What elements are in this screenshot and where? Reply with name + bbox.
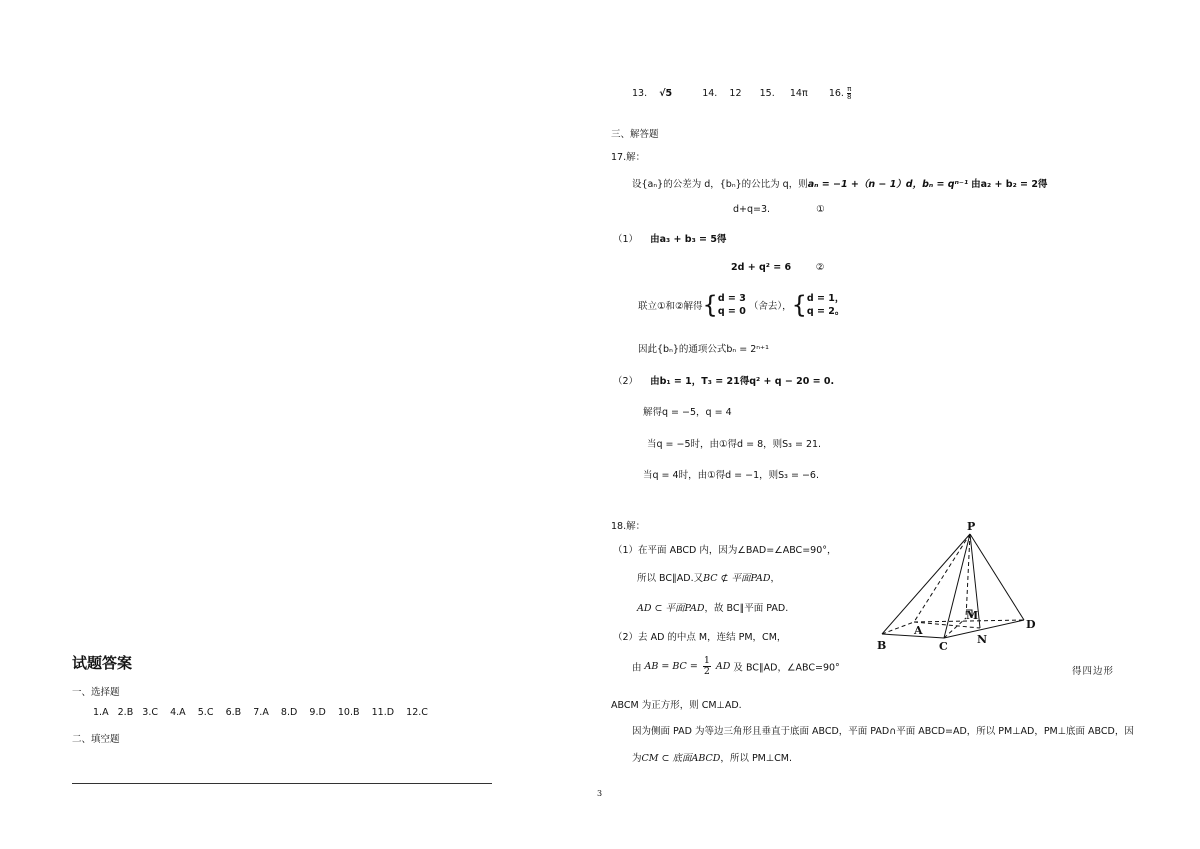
text: 联立①和②解得 (638, 301, 703, 312)
q17-line9: 当q = 4时，由①得d = −1，则S₃ = −6. (643, 470, 819, 481)
text: ，故 BC∥平面 PAD. (704, 603, 789, 614)
equation: 2d + q² = 6 (731, 262, 792, 273)
q17-system-line: 联立①和②解得{d = 3 q = 0 （舍去），{d = 1， q = 2。 (638, 291, 845, 319)
choice-answer: 11.D (371, 707, 395, 718)
choice-answer: 9.D (309, 707, 326, 718)
choice-answers (93, 707, 428, 718)
equation-tag: ② (815, 262, 825, 273)
formula: aₙ = −1 +（n − 1）d，bₙ = qⁿ⁻¹ (807, 179, 969, 190)
q17-part2-line (613, 373, 834, 387)
text: 及 BC∥AD，∠ABC=90° (733, 662, 840, 674)
part-label: （1） (613, 234, 639, 245)
fill-number: 16. (828, 88, 844, 99)
part-label: （2） (613, 376, 639, 387)
edge-PB (882, 534, 970, 634)
q17-line8: 当q = −5时，由①得d = 8，则S₃ = 21. (647, 439, 822, 450)
pyramid-diagram (872, 518, 1042, 658)
system-eq: q = 2。 (806, 306, 845, 317)
fill-number: 15. (759, 88, 775, 99)
choice-answer: 12.C (406, 707, 428, 718)
system-eq: d = 3 (717, 293, 746, 304)
q18-line8 (632, 750, 792, 764)
label-A: A (914, 624, 923, 637)
section-choice-heading: 一、选择题 (72, 687, 120, 698)
fill-answers (632, 86, 851, 101)
q18-line5 (632, 656, 840, 677)
fill-answer-fraction (847, 86, 851, 101)
section-solution-heading: 三、解答题 (611, 129, 659, 140)
fraction-denominator: 8 (846, 93, 852, 101)
label-P: P (967, 520, 976, 533)
fraction-denominator: 2 (703, 666, 710, 677)
edge-BC (882, 634, 944, 638)
section-fill-heading: 二、填空题 (72, 734, 120, 745)
page-number: 3 (597, 789, 603, 798)
choice-answer: 10.B (337, 707, 360, 718)
choice-answer: 5.C (197, 707, 214, 718)
fraction-numerator: 1 (703, 655, 710, 666)
choice-answer: 7.A (253, 707, 269, 718)
edge-CM (944, 618, 966, 638)
fraction-half (703, 656, 711, 677)
q17-part1-line (613, 231, 726, 245)
formula: 由a₂ + b₂ = 2得 (971, 179, 1048, 190)
pyramid-figure (872, 518, 1042, 658)
edge-PA (914, 534, 970, 622)
q18-line4: （2）去 AD 的中点 M，连结 PM，CM， (613, 632, 787, 643)
q18-line7: 因为侧面 PAD 为等边三角形且垂直于底面 ABCD，平面 PAD∩平面 ABCD=AD，所以 PM⊥AD，PM⊥底面 ABCD，因 (632, 726, 1134, 737)
fill-number: 14. (702, 88, 718, 99)
text: 由 (632, 662, 642, 674)
formula: CM ⊂ 底面ABCD (641, 753, 721, 764)
formula: AB = BC = (644, 661, 698, 672)
fill-number: 13. (632, 88, 648, 99)
edge-PC (944, 534, 970, 638)
q17-line7: 解得q = −5，q = 4 (643, 407, 732, 418)
label-C: C (939, 640, 948, 653)
label-N: N (977, 633, 988, 646)
q18-line5-tail: 得四边形 (1072, 666, 1115, 677)
formula: 由a₃ + b₃ = 5得 (650, 234, 727, 245)
choice-answer: 3.C (142, 707, 158, 718)
q17-line1 (632, 176, 1047, 190)
label-M: M (966, 609, 979, 622)
divider-rule (72, 783, 492, 784)
fill-answer: 14π (789, 88, 808, 99)
text: （舍去）， (748, 301, 792, 312)
q18-line6: ABCM 为正方形，则 CM⊥AD. (611, 700, 742, 711)
choice-answer: 2.B (117, 707, 134, 718)
label-B: B (877, 639, 887, 652)
fraction-numerator: π (847, 85, 852, 93)
text: 为 (632, 753, 642, 764)
fill-answer: 12 (729, 88, 742, 99)
q17-eq2 (731, 262, 824, 273)
text: ， (770, 573, 781, 584)
choice-answer: 1.A (93, 707, 109, 718)
q18-heading: 18.解： (611, 521, 646, 532)
text: ，所以 PM⊥CM. (720, 753, 792, 764)
equation: d+q=3. (733, 204, 771, 215)
label-D: D (1026, 618, 1036, 631)
formula: 由b₁ = 1，T₃ = 21得q² + q − 20 = 0. (650, 376, 835, 387)
formula: AD ⊂ 平面PAD (637, 603, 705, 614)
formula: BC ⊄ 平面PAD (703, 573, 771, 584)
text: 所以 BC∥AD.又 (637, 573, 704, 584)
choice-answer: 6.B (225, 707, 242, 718)
q18-line3 (637, 600, 788, 614)
text: 设{aₙ}的公差为 d，{bₙ}的公比为 q，则 (632, 179, 808, 190)
equation-tag: ① (816, 204, 825, 215)
q17-heading: 17.解： (611, 152, 646, 163)
q17-line5: 因此{bₙ}的通项公式bₙ = 2ⁿ⁺¹ (638, 344, 769, 355)
q18-line1: （1）在平面 ABCD 内，因为∠BAD=∠ABC=90°， (613, 545, 837, 556)
formula: AD (715, 661, 731, 672)
system-eq: q = 0 (717, 306, 746, 317)
choice-answer: 4.A (170, 707, 186, 718)
q17-line2 (733, 204, 825, 215)
choice-answer: 8.D (280, 707, 298, 718)
system-eq: d = 1， (806, 293, 845, 304)
answers-title: 试题答案 (72, 654, 133, 672)
fill-answer: √5 (659, 88, 673, 99)
q18-line2 (637, 570, 780, 584)
